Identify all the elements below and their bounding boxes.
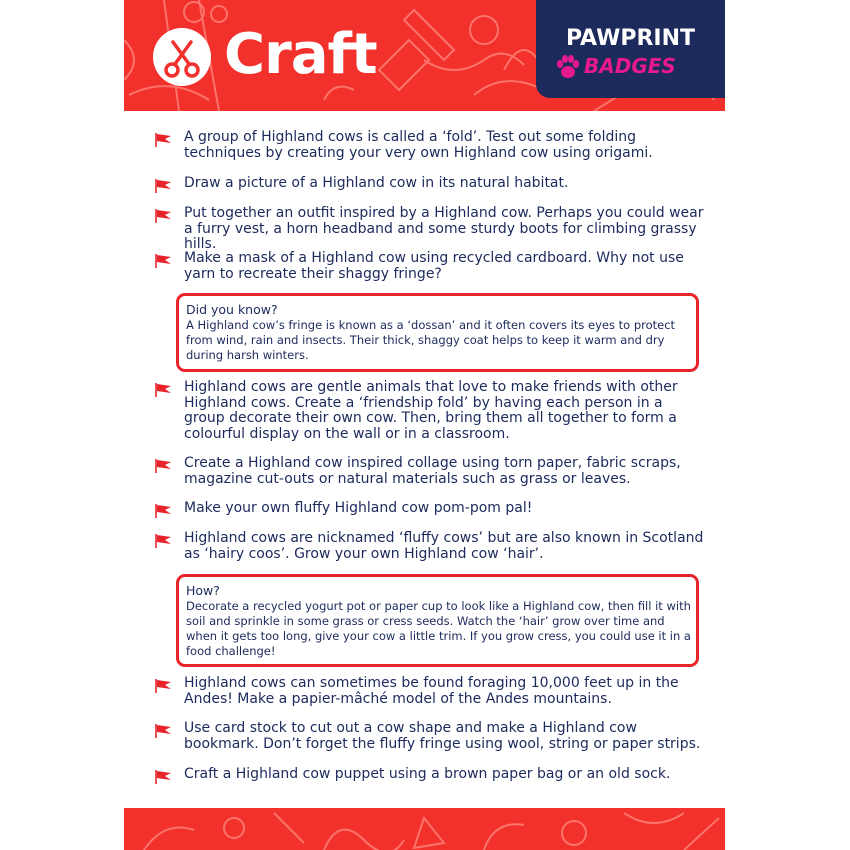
flag-icon [155, 253, 173, 269]
list-item-text: Highland cows are nicknamed ‘fluffy cows’ but are also known in Scotland as ‘hairy coos’. Grow your own Highland cow ‘hair’. [184, 530, 704, 562]
list-item-text: Use card stock to cut out a cow shape and make a Highland cow bookmark. Don’t forget the fluffy fringe using wool, string or paper strips. [184, 720, 701, 752]
list-item-text: Craft a Highland cow puppet using a brown paper bag or an old sock. [184, 766, 671, 782]
flag-icon [155, 208, 173, 224]
list-item-text: Put together an outfit inspired by a Highland cow. Perhaps you could wear a furry vest, a horn headband and some sturdy boots for climbing grassy hills. [184, 205, 704, 252]
how-box [176, 574, 699, 667]
page-title: Craft [224, 22, 377, 87]
flag-icon [155, 503, 173, 519]
footer-banner [124, 808, 725, 850]
flag-icon [155, 178, 173, 194]
flag-icon [155, 132, 173, 148]
box-title: Did you know? [186, 302, 278, 317]
list-item-text: Highland cows are gentle animals that love to make friends with other Highland cows. Create a ‘friendship fold’ by having each person in a group decorate their own cow. Then, bring them all together to form a colourful display on the wall or in a classroom. [184, 379, 678, 442]
flag-icon [155, 533, 173, 549]
logo-word-pawprint: PAWPRINT [565, 26, 696, 51]
list-item-text: Highland cows can sometimes be found foraging 10,000 feet up in the Andes! Make a papier-mâché model of the Andes mountains. [184, 675, 679, 707]
page [124, 0, 725, 850]
paw-icon [554, 54, 582, 80]
flag-icon [155, 382, 173, 398]
box-title: How? [186, 583, 220, 598]
header-banner [124, 0, 725, 111]
list-item-text: Create a Highland cow inspired collage using torn paper, fabric scraps, magazine cut-outs or natural materials such as grass or leaves. [184, 455, 681, 487]
flag-icon [155, 458, 173, 474]
list-item-text: A group of Highland cows is called a ‘fold’. Test out some folding techniques by creating your very own Highland cow using origami. [184, 129, 653, 161]
list-item-text: Draw a picture of a Highland cow in its natural habitat. [184, 175, 569, 191]
list-item-text: Make your own fluffy Highland cow pom-pom pal! [184, 500, 533, 516]
flag-icon [155, 769, 173, 785]
scissors-icon [153, 28, 211, 86]
box-text: A Highland cow’s fringe is known as a ‘dossan’ and it often covers its eyes to protect from wind, rain and insects. Their thick, shaggy coat helps to keep it warm and dry during harsh winters. [186, 318, 676, 362]
logo-bottom-line [554, 52, 714, 80]
flag-icon [155, 723, 173, 739]
box-text: Decorate a recycled yogurt pot or paper cup to look like a Highland cow, then fill it with soil and sprinkle in some grass or cress seeds. Watch the ‘hair’ grow over time and when it gets too long, give your cow a little trim. If you grow cress, you could use it in a food challenge! [186, 599, 691, 658]
flag-icon [155, 678, 173, 694]
logo-word-badges: BADGES [584, 54, 676, 78]
did-you-know-box [176, 293, 699, 372]
pawprint-badges-logo [536, 0, 725, 98]
footer-doodles-decoration [124, 808, 725, 850]
list-item-text: Make a mask of a Highland cow using recycled cardboard. Why not use yarn to recreate their shaggy fringe? [184, 250, 684, 282]
